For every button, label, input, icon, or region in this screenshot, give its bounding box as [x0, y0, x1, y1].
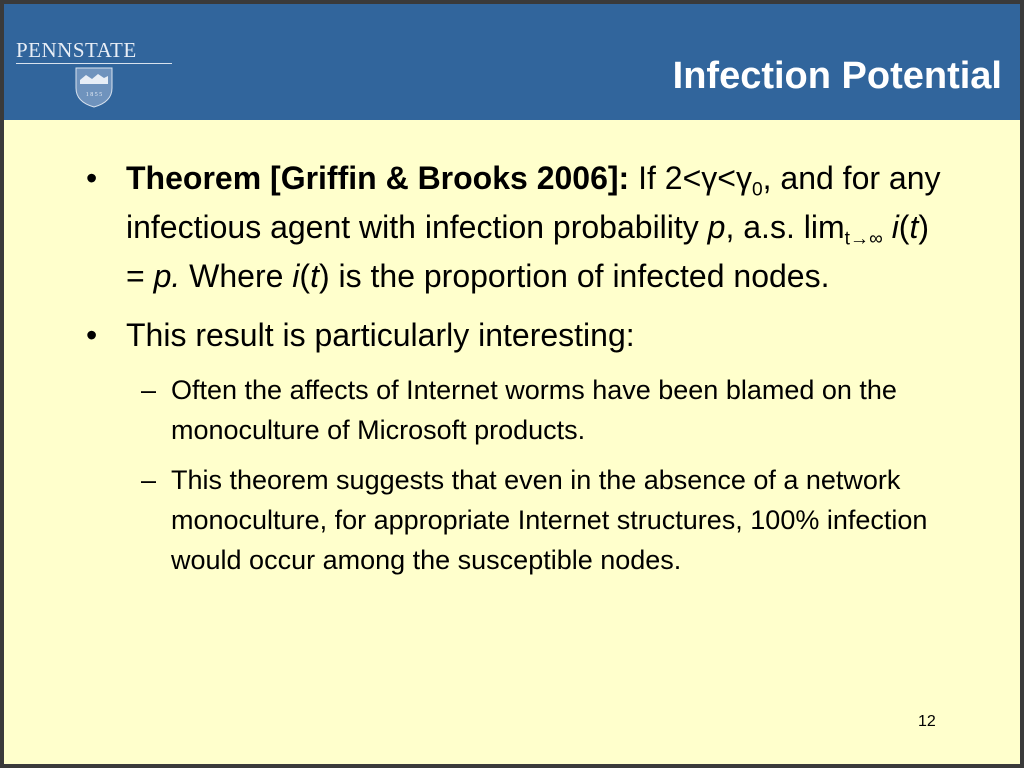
italic-var: p — [707, 209, 726, 245]
bullet-text: This result is particularly interesting: — [126, 317, 635, 353]
text-run: ) is the proportion of infected nodes. — [318, 258, 830, 294]
bullet-theorem — [86, 154, 946, 301]
italic-var: t — [909, 209, 919, 245]
slide-title: Infection Potential — [672, 55, 1002, 97]
text-run: , a.s. lim — [725, 209, 845, 245]
gamma-symbol: γ — [735, 160, 752, 196]
theorem-label: Theorem [Griffin & Brooks 2006]: — [126, 160, 630, 196]
text-run: ) = — [126, 209, 929, 294]
text-run: ( — [898, 209, 910, 245]
subscript: t→∞ — [844, 228, 883, 250]
bullet-interesting — [86, 311, 946, 360]
text-run: < — [717, 160, 736, 196]
slide — [4, 4, 1020, 764]
sub-bullet-text: Often the affects of Internet worms have been blamed on the monoculture of Microsoft products. — [171, 375, 897, 445]
gamma-symbol: γ — [701, 160, 718, 196]
pennstate-logo — [16, 38, 176, 110]
slide-body — [4, 154, 1020, 590]
subscript: 0 — [751, 179, 763, 201]
logo-underline — [16, 63, 172, 64]
bullet-marker: • — [86, 317, 98, 353]
bullet-marker: • — [86, 160, 98, 196]
dash-marker: – — [141, 465, 157, 495]
page-number: 12 — [918, 713, 936, 730]
text-run: If 2< — [629, 160, 702, 196]
header-bar — [4, 4, 1020, 120]
sub-bullet-text: This theorem suggests that even in the absence of a network monoculture, for appropriate Internet structures, 100% infection would occur among the susceptible nodes. — [171, 465, 928, 575]
text-run: ( — [299, 258, 311, 294]
text-run — [883, 209, 892, 245]
italic-var: i — [891, 209, 899, 245]
logo-year: 1 8 5 5 — [85, 92, 103, 98]
sub-bullet-theorem-suggests — [141, 460, 961, 580]
dash-marker: – — [141, 375, 157, 405]
text-run: , and for any infectious agent with infection probability — [126, 160, 941, 245]
text-run: Where — [180, 258, 293, 294]
italic-var: p. — [153, 258, 181, 294]
italic-var: t — [310, 258, 319, 294]
italic-var: i — [292, 258, 300, 294]
sub-bullet-monoculture — [141, 370, 961, 450]
logo-wordmark: PENNSTATE — [16, 38, 137, 62]
shield-icon — [74, 66, 114, 108]
